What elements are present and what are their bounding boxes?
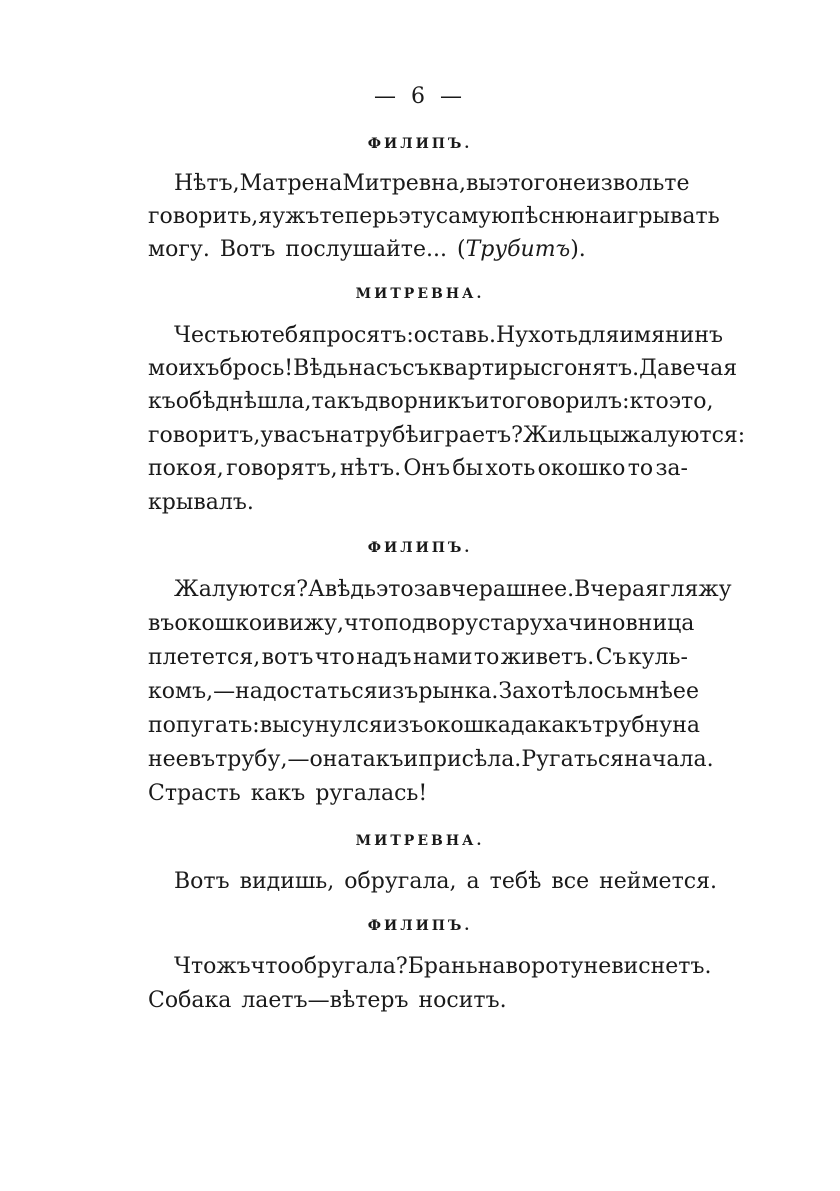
word: лаетъ—вѣтеръ <box>241 988 409 1013</box>
stage-direction: Трубитъ <box>465 237 571 262</box>
word: ее <box>672 679 699 704</box>
word: этого <box>495 171 559 196</box>
speaker-heading: МИТРЕВНА. <box>355 286 485 302</box>
word: обругала, <box>344 869 457 894</box>
text-line <box>148 744 714 776</box>
word: что <box>250 954 291 979</box>
speaker-heading: ФИЛИПЪ. <box>367 136 473 152</box>
word: покоя, <box>148 456 224 481</box>
word: вижу, <box>276 611 344 636</box>
word: вѣдь <box>324 577 376 602</box>
word: квартиры <box>428 356 541 381</box>
word: Что <box>174 954 217 979</box>
word: я <box>258 204 273 229</box>
word: двору <box>411 611 479 636</box>
word: Ну <box>495 323 529 348</box>
text-line <box>148 608 695 640</box>
word: Честью <box>174 323 260 348</box>
word: изъ <box>382 713 424 738</box>
word: трубу,—она <box>215 747 351 772</box>
text-line <box>148 985 688 1017</box>
word: комъ,—надо <box>148 679 290 704</box>
word: къ <box>148 389 176 414</box>
word: не <box>583 954 612 979</box>
word: нее <box>148 747 189 772</box>
speaker-heading: ФИЛИПЪ. <box>367 540 473 556</box>
word: за- <box>655 456 688 481</box>
word: чиновница <box>568 611 695 636</box>
word: я <box>723 356 738 381</box>
word: тебѣ <box>489 869 542 894</box>
word: ужъ <box>272 204 320 229</box>
word: обругала? <box>290 954 408 979</box>
word: куль- <box>627 645 688 670</box>
word: трубѣ <box>352 423 419 448</box>
text-line <box>174 168 688 200</box>
page-number: — 6 — <box>374 84 466 109</box>
word: оставь. <box>413 323 496 348</box>
text-line <box>148 234 688 266</box>
text-line <box>148 676 699 708</box>
text-line <box>174 574 732 606</box>
word: да <box>510 713 538 738</box>
word: вороту <box>505 954 584 979</box>
word: мнѣ <box>627 679 673 704</box>
word: ругалась! <box>315 781 428 806</box>
word: я <box>645 577 659 602</box>
word: плетется, <box>148 645 261 670</box>
word: бы <box>452 456 484 481</box>
word: окошко <box>174 611 263 636</box>
word: за <box>413 577 439 602</box>
word: дворникъ <box>364 389 475 414</box>
word: для <box>577 323 620 348</box>
word: такъ <box>311 389 365 414</box>
text-line <box>148 201 720 233</box>
word: вчерашнее. <box>438 577 575 602</box>
word: неймется. <box>599 869 717 894</box>
word: присѣла. <box>418 747 522 772</box>
word: высунулся <box>259 713 383 738</box>
word: хоть <box>528 323 578 348</box>
word: Собака <box>148 988 232 1013</box>
speaker-heading: МИТРЕВНА. <box>355 833 485 849</box>
word: насъ <box>348 356 403 381</box>
text-line <box>174 320 723 352</box>
word: шла, <box>256 389 312 414</box>
word: наигрывать <box>584 204 720 229</box>
word: статься <box>289 679 378 704</box>
word: Вчера <box>574 577 646 602</box>
word: Давеча <box>639 356 724 381</box>
word: съ <box>402 356 429 381</box>
word: самую <box>435 204 511 229</box>
word: по <box>383 611 412 636</box>
text-line <box>148 778 688 810</box>
word: все <box>551 869 590 894</box>
word: на <box>672 713 701 738</box>
word: Нѣтъ, <box>174 171 240 196</box>
word: у <box>260 423 274 448</box>
word: Брань <box>407 954 478 979</box>
word: говорятъ, <box>226 456 338 481</box>
speaker-heading: ФИЛИПЪ. <box>367 918 473 934</box>
word: и <box>262 611 277 636</box>
word: и <box>403 747 419 772</box>
word: Жильцы <box>522 423 620 448</box>
word: вы <box>465 171 496 196</box>
word: что <box>314 645 355 670</box>
word: говорить, <box>148 204 259 229</box>
word: попугать: <box>148 713 260 738</box>
word: жалуются: <box>619 423 746 448</box>
word: тебя <box>259 323 312 348</box>
word: въ <box>148 611 175 636</box>
word: на <box>325 423 353 448</box>
word: Митревна, <box>342 171 466 196</box>
word: хоть <box>485 456 536 481</box>
word: трубну <box>592 713 673 738</box>
word: обѣднѣ <box>175 389 257 414</box>
word: эту <box>398 204 436 229</box>
word: пѣсню <box>510 204 585 229</box>
word: играетъ? <box>418 423 523 448</box>
text-line <box>174 866 717 898</box>
word: Ругаться <box>521 747 625 772</box>
word: Захотѣлось <box>498 679 628 704</box>
word: Вѣдь <box>293 356 349 381</box>
word: Вотъ <box>219 237 276 262</box>
word: Матрена <box>239 171 343 196</box>
word: это, <box>668 389 714 414</box>
word: гляжу <box>658 577 732 602</box>
word: виснетъ. <box>611 954 712 979</box>
word: окошко <box>537 456 626 481</box>
word: какъ <box>537 713 593 738</box>
word: могу. <box>148 237 210 262</box>
word: то <box>627 456 654 481</box>
word: не <box>558 171 587 196</box>
word: живетъ. <box>500 645 595 670</box>
word: кто <box>629 389 669 414</box>
word: начала. <box>624 747 714 772</box>
word: сгонятъ. <box>540 356 640 381</box>
word: на <box>477 954 506 979</box>
word: надъ <box>356 645 412 670</box>
word: говорилъ: <box>515 389 630 414</box>
word: а <box>466 869 480 894</box>
word: нѣтъ. <box>339 456 402 481</box>
word: то <box>489 389 516 414</box>
word: крывалъ. <box>148 490 254 515</box>
text-line <box>148 710 701 742</box>
word: изъ <box>377 679 419 704</box>
text-line <box>148 353 738 385</box>
word: говоритъ, <box>148 423 261 448</box>
word: теперь <box>319 204 399 229</box>
word: вотъ <box>261 645 314 670</box>
text-line <box>174 951 712 983</box>
word: А <box>308 577 325 602</box>
text-line <box>148 642 688 674</box>
word: васъ <box>273 423 326 448</box>
word: нами <box>412 645 473 670</box>
word: брось! <box>219 356 294 381</box>
word: (Трубитъ). <box>456 237 586 262</box>
word: это <box>375 577 414 602</box>
text-line <box>148 487 688 519</box>
word: старуха <box>478 611 569 636</box>
word: Вотъ <box>174 869 230 894</box>
text-line <box>148 386 714 418</box>
word: жъ <box>216 954 251 979</box>
word: рынка. <box>418 679 499 704</box>
text-line <box>148 453 688 485</box>
word: Жалуются? <box>174 577 309 602</box>
word: то <box>473 645 500 670</box>
word: послушайте... <box>285 237 447 262</box>
word: и <box>474 389 490 414</box>
word: моихъ <box>148 356 220 381</box>
word: что <box>344 611 384 636</box>
word: какъ <box>250 781 306 806</box>
word: просятъ: <box>311 323 414 348</box>
word: такъ <box>350 747 404 772</box>
word: Страсть <box>148 781 241 806</box>
text-line <box>148 420 746 452</box>
word: въ <box>188 747 216 772</box>
word: окошка <box>423 713 511 738</box>
word: Онъ <box>403 456 451 481</box>
word: носитъ. <box>418 988 507 1013</box>
word: видишь, <box>239 869 335 894</box>
word: Съ <box>595 645 627 670</box>
word: имянинъ <box>619 323 723 348</box>
word: извольте <box>586 171 690 196</box>
